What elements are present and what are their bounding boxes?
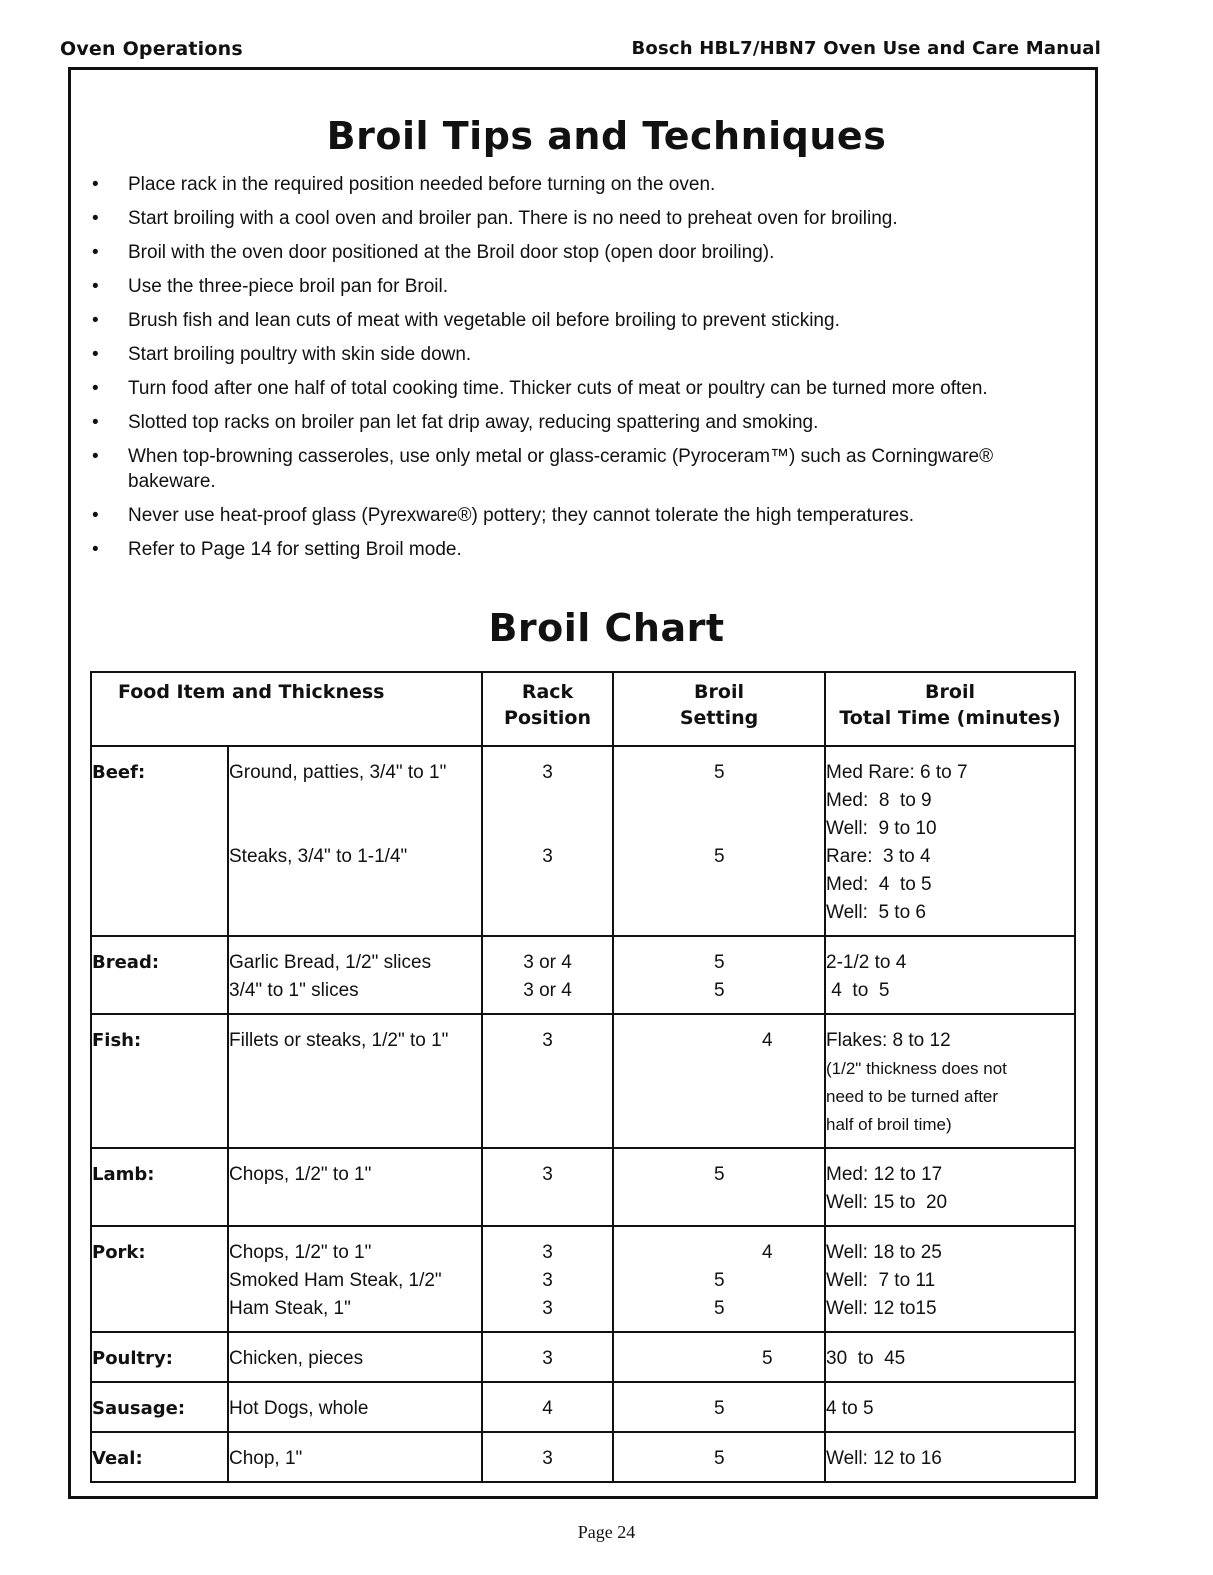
broil-total-time: half of broil time) [826,1115,952,1134]
tip-item: • Broil with the oven door positioned at the Broil door stop (open door broiling). [92,242,775,263]
food-item: Fillets or steaks, 1/2" to 1" [229,1030,449,1051]
broil-setting: 4 [762,1242,773,1263]
broil-setting: 5 [714,1270,725,1291]
header-rack-position: Rack Position [482,672,613,746]
food-item-cell [228,1148,482,1226]
rack-position [483,871,612,899]
food-item: Garlic Bread, 1/2" slices [229,952,432,973]
rack-position: 3 [542,1242,553,1263]
bullet-icon: • [92,446,99,467]
broil-total-time: 4 to 5 [826,980,890,1001]
broil-total-time-cell [825,1014,1075,1148]
broil-setting-cell [613,1148,825,1226]
rack-position: 3 [542,1030,553,1051]
broil-setting [614,899,824,927]
bullet-icon: • [92,208,99,229]
food-item [229,899,481,927]
food-item: Ham Steak, 1" [229,1298,351,1319]
tip-item: • Turn food after one half of total cooking time. Thicker cuts of meat or poultry can be turned more often. [92,378,988,399]
broil-total-time: 30 to 45 [826,1348,906,1369]
broil-setting-cell [613,1382,825,1432]
rack-position-cell [482,746,613,936]
food-group [91,936,228,1014]
food-item: Smoked Ham Steak, 1/2" [229,1270,442,1291]
rack-position-cell [482,1014,613,1148]
broil-total-time: Flakes: 8 to 12 [826,1030,951,1051]
rack-position [483,899,612,927]
tip-item: • Never use heat-proof glass (Pyrexware®) pottery; they cannot tolerate the high temperatures. [92,505,915,526]
manual-title-header: Bosch HBL7/HBN7 Oven Use and Care Manual [631,38,1101,59]
tip-item: • Refer to Page 14 for setting Broil mode. [92,539,462,560]
table-row [91,1014,1075,1148]
section-header: Oven Operations [60,38,243,60]
bullet-icon: • [92,276,99,297]
broil-setting: 4 [762,1030,773,1051]
bullet-icon: • [92,174,99,195]
food-item: Chop, 1" [229,1448,303,1469]
rack-position: 3 [542,1348,553,1369]
food-group-label: Lamb: [92,1164,155,1185]
food-group-label: Beef: [92,762,146,783]
broil-total-time: Well: 15 to 20 [826,1192,948,1213]
rack-position [483,815,612,843]
food-item: Chicken, pieces [229,1348,364,1369]
broil-setting-cell [613,936,825,1014]
food-item [229,787,481,815]
rack-position-cell [482,936,613,1014]
broil-setting [614,815,824,843]
tips-title: Broil Tips and Techniques [326,114,887,158]
tip-item: • Start broiling poultry with skin side down. [92,344,472,365]
broil-setting-cell [613,746,825,936]
broil-setting-cell [613,1332,825,1382]
broil-setting-cell [613,1014,825,1148]
food-item-cell [228,1014,482,1148]
broil-setting [614,787,824,815]
tip-item: • When top-browning casseroles, use only metal or glass-ceramic (Pyroceram™) such as Corningware® bakeware. [92,446,994,492]
broil-setting: 5 [714,1448,725,1469]
rack-position: 3 [542,1164,553,1185]
broil-total-time: Med: 12 to 17 [826,1164,943,1185]
food-group-label: Bread: [92,952,160,973]
food-item-cell [228,1332,482,1382]
food-item: Steaks, 3/4" to 1-1/4" [229,846,408,867]
food-group [91,1432,228,1482]
food-group [91,1332,228,1382]
broil-total-time-cell [825,1382,1075,1432]
tip-item: • Brush fish and lean cuts of meat with vegetable oil before broiling to prevent sticking. [92,310,840,331]
broil-total-time: Med Rare: 6 to 7 [826,762,968,783]
food-item: Ground, patties, 3/4" to 1" [229,762,447,783]
broil-setting [614,871,824,899]
rack-position: 3 [542,1270,553,1291]
rack-position: 3 [542,1448,553,1469]
broil-total-time: need to be turned after [826,1087,999,1106]
rack-position-cell [482,1332,613,1382]
tip-item: • Slotted top racks on broiler pan let fat drip away, reducing spattering and smoking. [92,412,819,433]
food-item [229,815,481,843]
tips-list [92,172,1082,571]
bullet-icon: • [92,378,99,399]
bullet-icon: • [92,242,99,263]
food-item-cell [228,746,482,936]
rack-position: 3 or 4 [523,952,572,973]
food-item: Chops, 1/2" to 1" [229,1242,372,1263]
broil-setting: 5 [762,1348,773,1369]
rack-position: 3 [542,762,553,783]
broil-total-time: Well: 12 to 16 [826,1448,942,1469]
food-group-label: Pork: [92,1242,146,1263]
food-item-cell [228,1432,482,1482]
broil-setting: 5 [714,1398,725,1419]
rack-position-cell [482,1382,613,1432]
rack-position: 3 [542,846,553,867]
rack-position-cell [482,1432,613,1482]
rack-position-cell [482,1226,613,1332]
broil-total-time-cell [825,1226,1075,1332]
broil-total-time: Rare: 3 to 4 [826,846,931,867]
table-row [91,1332,1075,1382]
tip-item: • Start broiling with a cool oven and broiler pan. There is no need to preheat oven for broiling. [92,208,898,229]
broil-chart-table [90,671,1076,1483]
bullet-icon: • [92,412,99,433]
food-item [229,871,481,899]
bullet-icon: • [92,310,99,331]
page-number: Page 24 [577,1522,636,1542]
header-total-time: Broil Total Time (minutes) [825,672,1075,746]
chart-title: Broil Chart [488,606,725,650]
broil-setting: 5 [714,1298,725,1319]
food-group [91,1148,228,1226]
food-item: 3/4" to 1" slices [229,980,359,1001]
bullet-icon: • [92,539,99,560]
broil-total-time-cell [825,746,1075,936]
food-group-label: Fish: [92,1030,142,1051]
broil-total-time: Well: 7 to 11 [826,1270,936,1291]
food-group-label: Poultry: [92,1348,173,1369]
broil-total-time: Med: 4 to 5 [826,874,932,895]
food-item: Hot Dogs, whole [229,1398,369,1419]
broil-total-time-cell [825,1332,1075,1382]
broil-total-time-cell [825,936,1075,1014]
food-group [91,746,228,936]
tip-item: • Place rack in the required position needed before turning on the oven. [92,174,716,195]
broil-total-time: (1/2" thickness does not [826,1059,1007,1078]
broil-total-time-cell [825,1148,1075,1226]
broil-total-time: Well: 12 to15 [826,1298,937,1319]
rack-position: 3 or 4 [523,980,572,1001]
broil-total-time: Well: 5 to 6 [826,902,926,923]
food-group-label: Sausage: [92,1398,186,1419]
food-item-cell [228,936,482,1014]
food-item: Chops, 1/2" to 1" [229,1164,372,1185]
table-row [91,936,1075,1014]
table-header-row [91,672,1075,746]
food-group-label: Veal: [92,1448,143,1469]
table-row [91,1148,1075,1226]
rack-position-cell [482,1148,613,1226]
broil-setting: 5 [714,762,725,783]
bullet-icon: • [92,344,99,365]
food-group [91,1382,228,1432]
broil-setting: 5 [714,952,725,973]
broil-total-time: Well: 18 to 25 [826,1242,942,1263]
table-row [91,1226,1075,1332]
rack-position [483,787,612,815]
broil-setting: 5 [714,846,725,867]
food-item-cell [228,1226,482,1332]
header-food-item: Food Item and Thickness [91,672,482,746]
broil-total-time: 2-1/2 to 4 [826,952,907,973]
rack-position: 3 [542,1298,553,1319]
broil-total-time: 4 to 5 [826,1398,874,1419]
bullet-icon: • [92,505,99,526]
broil-total-time: Well: 9 to 10 [826,818,937,839]
tip-item: • Use the three-piece broil pan for Broil. [92,276,448,297]
food-group [91,1226,228,1332]
broil-total-time: Med: 8 to 9 [826,790,932,811]
table-body [91,746,1075,1482]
broil-setting: 5 [714,1164,725,1185]
rack-position: 4 [542,1398,553,1419]
food-item-cell [228,1382,482,1432]
header-broil-setting: Broil Setting [613,672,825,746]
broil-total-time-cell [825,1432,1075,1482]
broil-setting-cell [613,1226,825,1332]
table-row [91,1382,1075,1432]
food-group [91,1014,228,1148]
table-row [91,746,1075,936]
broil-setting: 5 [714,980,725,1001]
table-row [91,1432,1075,1482]
broil-setting-cell [613,1432,825,1482]
